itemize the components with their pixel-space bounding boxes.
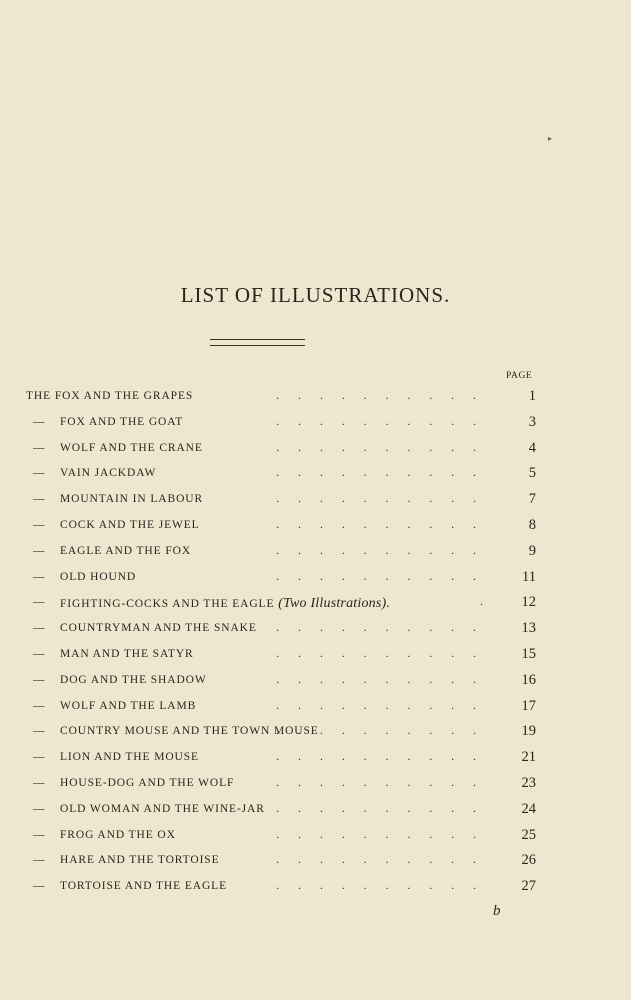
ditto-dash: — xyxy=(33,596,46,609)
page-number: 16 xyxy=(521,671,536,688)
list-item xyxy=(0,620,631,640)
leader-dots: .......... xyxy=(276,777,495,789)
illustration-title xyxy=(60,622,257,634)
page-number: 1 xyxy=(528,388,536,404)
page-number: 8 xyxy=(528,517,536,533)
list-item xyxy=(0,569,631,589)
leader-dots: .......... xyxy=(276,493,495,506)
list-item xyxy=(0,414,631,434)
leader-dots: .......... xyxy=(276,390,495,402)
page-number: 3 xyxy=(528,413,536,430)
illustration-title xyxy=(26,390,193,402)
page-number: 4 xyxy=(528,439,536,456)
ditto-dash: — xyxy=(33,828,46,841)
illustration-title xyxy=(60,854,220,866)
leader-dots: .......... xyxy=(276,854,495,867)
illustration-title xyxy=(60,596,390,612)
illustration-title xyxy=(60,442,203,454)
leader-dots: .......... xyxy=(276,570,495,583)
list-item xyxy=(0,646,631,666)
illustration-title xyxy=(60,700,196,712)
leader-dots: .......... xyxy=(276,622,495,635)
page-number: 7 xyxy=(528,491,536,508)
ditto-dash: — xyxy=(33,673,46,686)
list-item xyxy=(0,465,631,485)
illustration-title xyxy=(60,467,156,479)
illustration-title xyxy=(60,777,234,789)
illustration-title xyxy=(60,674,207,686)
leader-dots: .......... xyxy=(276,725,495,738)
signature-mark: b xyxy=(493,903,501,919)
leader-dots: .......... xyxy=(276,880,495,893)
illustration-title xyxy=(60,829,176,841)
list-item xyxy=(0,517,631,537)
page-number: 23 xyxy=(521,775,536,791)
ditto-dash: — xyxy=(33,493,46,506)
ditto-dash: — xyxy=(33,441,46,454)
illustration-title-text: HOUSE-DOG AND THE WOLF xyxy=(60,777,235,789)
illustration-title xyxy=(60,416,183,428)
page-number: 27 xyxy=(521,878,536,895)
illustration-title-text: VAIN JACKDAW xyxy=(60,467,157,480)
illustration-title-text: OLD WOMAN AND THE WINE-JAR xyxy=(60,802,265,815)
list-item xyxy=(0,852,631,872)
illustration-title-text: HARE AND THE TORTOISE xyxy=(60,854,220,867)
ditto-dash: — xyxy=(33,622,46,635)
illustration-title xyxy=(60,751,199,763)
list-item xyxy=(0,440,631,460)
page-number: 25 xyxy=(521,826,536,843)
list-item xyxy=(0,388,631,408)
illustration-title xyxy=(60,571,136,583)
list-item xyxy=(0,749,631,769)
ditto-dash: — xyxy=(33,802,46,815)
list-item xyxy=(0,775,631,795)
ditto-dash: — xyxy=(33,415,46,428)
ditto-dash: — xyxy=(33,777,46,789)
leader-dots: .......... xyxy=(276,544,495,557)
illustration-title-text: THE FOX AND THE GRAPES xyxy=(26,390,194,402)
illustration-note: (Two Illustrations). xyxy=(278,596,391,612)
list-item xyxy=(0,723,631,743)
illustration-title-text: DOG AND THE SHADOW xyxy=(60,673,207,686)
ditto-dash: — xyxy=(33,699,46,712)
ditto-dash: — xyxy=(33,544,46,557)
page-number: 13 xyxy=(521,620,536,637)
list-item xyxy=(0,801,631,821)
illustration-title xyxy=(60,493,203,505)
list-item xyxy=(0,827,631,847)
illustration-title-text: MOUNTAIN IN LABOUR xyxy=(60,493,204,506)
page-number: 17 xyxy=(521,697,536,714)
illustration-title xyxy=(60,880,227,892)
leader-dots: .......... xyxy=(276,648,495,660)
ditto-dash: — xyxy=(33,570,46,583)
page-number: 12 xyxy=(521,594,536,611)
leader-dots: .......... xyxy=(276,828,495,841)
list-item xyxy=(0,878,631,898)
leader-dots: .......... xyxy=(276,467,495,480)
ditto-dash: — xyxy=(33,854,46,867)
page-number: 9 xyxy=(528,542,536,559)
illustration-title-text: FROG AND THE OX xyxy=(60,828,176,841)
page-number: 19 xyxy=(521,723,536,740)
illustration-title-text: COUNTRYMAN AND THE SNAKE xyxy=(60,622,257,635)
illustration-title-text: FIGHTING-COCKS AND THE EAGLE xyxy=(60,598,275,611)
page-column-header: PAGE xyxy=(506,371,533,381)
illustration-title xyxy=(60,803,265,815)
page-number: 5 xyxy=(528,465,536,482)
illustration-title xyxy=(60,519,200,531)
leader-dots: .......... xyxy=(276,751,495,764)
page-title: LIST OF ILLUSTRATIONS. xyxy=(180,283,451,307)
illustration-title-text: LION AND THE MOUSE xyxy=(60,751,199,764)
ditto-dash: — xyxy=(33,467,46,480)
leader-dots: .......... xyxy=(276,673,495,686)
leader-dots: .......... xyxy=(276,519,495,531)
list-item xyxy=(0,698,631,718)
illustration-title-text: MAN AND THE SATYR xyxy=(60,648,194,660)
illustration-title-text: WOLF AND THE CRANE xyxy=(60,441,203,454)
paper-speck: ▸ xyxy=(548,134,553,143)
page-number: 26 xyxy=(521,852,536,869)
ditto-dash: — xyxy=(33,648,46,660)
illustration-title-text: OLD HOUND xyxy=(60,570,137,583)
list-item xyxy=(0,543,631,563)
illustration-title-text: WOLF AND THE LAMB xyxy=(60,699,197,712)
page-number: 21 xyxy=(521,749,536,766)
ditto-dash: — xyxy=(33,751,46,764)
leader-dots: .......... xyxy=(276,415,495,428)
page-number: 24 xyxy=(521,800,536,817)
illustration-title-text: COUNTRY MOUSE AND THE TOWN MOUSE xyxy=(60,725,319,738)
page-number: 11 xyxy=(522,568,536,585)
illustration-title-text: FOX AND THE GOAT xyxy=(60,415,184,428)
illustration-title xyxy=(60,648,194,660)
illustration-title xyxy=(60,545,191,557)
title-double-rule xyxy=(210,339,305,346)
leader-dots: .......... xyxy=(276,699,495,712)
leader-dots: . xyxy=(480,596,502,609)
leader-dots: .......... xyxy=(276,441,495,454)
illustration-title-text: EAGLE AND THE FOX xyxy=(60,544,192,557)
list-item xyxy=(0,491,631,511)
ditto-dash: — xyxy=(33,519,46,531)
leader-dots: .......... xyxy=(276,802,495,815)
illustration-title-text: TORTOISE AND THE EAGLE xyxy=(60,880,228,893)
ditto-dash: — xyxy=(33,880,46,893)
list-item xyxy=(0,672,631,692)
illustration-title-text: COCK AND THE JEWEL xyxy=(60,519,200,531)
page-number: 15 xyxy=(521,646,536,662)
ditto-dash: — xyxy=(33,725,46,738)
list-item xyxy=(0,594,631,614)
